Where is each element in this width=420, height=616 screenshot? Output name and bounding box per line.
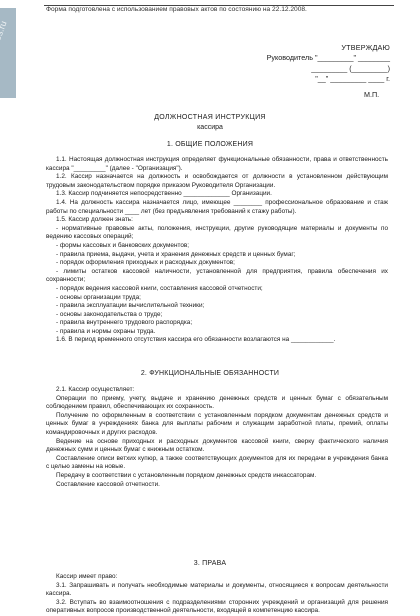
paragraph: Ведение на основе приходных и расходных документов кассовой книги, сверку фактического наличия денежных сумм и ценных бумаг с книжным остатком. (46, 437, 388, 454)
approval-line-date: "__" _________ ____ г. (315, 74, 390, 84)
list-item: - правила приема, выдачи, учета и хранения денежных средств и ценных бумаг; (56, 250, 296, 258)
approval-line-signature: _________ (_________) (311, 63, 390, 73)
paragraph: 2.1. Кассир осуществляет: (56, 386, 135, 393)
paragraph: Передачу в соответствии с установленным порядком денежных средств инкассаторам. (56, 471, 317, 479)
seal-mark: М.П. (364, 90, 380, 99)
paragraph: 1.1. Настоящая должностная инструкция определяет функциональные обязанности, права и ответственность кассира "_________" (далее - "Организация"). (46, 156, 388, 172)
list-item: - основы организации труда; (56, 293, 141, 301)
section-title-duties: 2. ФУНКЦИОНАЛЬНЫЕ ОБЯЗАННОСТИ (140, 370, 280, 377)
paragraph: Составление кассовой отчетности. (56, 480, 160, 488)
paragraph: 1.6. В период временного отсутствия кассира его обязанности возлагаются на ____________. (56, 336, 336, 344)
list-item: - лимиты остатков кассовой наличности, установленной для предприятия, правила обеспечения их сохранности; (46, 267, 388, 284)
paragraph: Кассир имеет право: (56, 573, 118, 580)
list-item: - основы законодательства о труде; (56, 310, 163, 318)
section-title-rights: 3. ПРАВА (193, 560, 227, 567)
section-title-general: 1. ОБЩИЕ ПОЛОЖЕНИЯ (166, 141, 254, 148)
paragraph: 1.2. Кассир назначается на должность и освобождается от должности в установленном действующим трудовым законодательством порядке приказом Руководителя Организации. (46, 173, 388, 189)
list-item: - нормативные правовые акты, положения, инструкции, другие руководящие материалы и документы по ведению кассовых операций; (46, 224, 388, 241)
approval-heading: УТВЕРЖДАЮ (341, 43, 390, 52)
paragraph: 3.1. Запрашивать и получать необходимые материалы и документы, относящиеся к вопросам деятельности кассира. (46, 581, 388, 598)
document-title: ДОЛЖНОСТНАЯ ИНСТРУКЦИЯ (154, 114, 266, 121)
document-subtitle: кассира (197, 124, 223, 131)
paragraph: 1.3. Кассир подчиняется непосредственно _____________ Организации. (56, 190, 272, 198)
list-item: - порядок оформления приходных и расходных документов; (56, 259, 235, 267)
paragraph: 1.5. Кассир должен знать: (56, 216, 133, 224)
list-item: - формы кассовых и банковских документов; (56, 241, 190, 249)
paragraph: Операции по приему, учету, выдаче и хранению денежных средств и ценных бумаг с обязательным соблюдением правил, обеспечивающих их сохранность. (46, 394, 388, 411)
list-item: - порядок ведения кассовой книги, составления кассовой отчетности; (56, 284, 263, 292)
section-body-rights (46, 573, 388, 616)
section-body-general (46, 156, 388, 345)
list-item: - правила внутреннего трудового распорядка; (56, 319, 193, 327)
approval-block (267, 43, 390, 85)
paragraph: Получение по оформленным в соответствии с установленным порядком документам денежных средств и ценных бумаг в учреждениях банка для выплаты рабочим и служащим заработной платы, премий, оплаты командировочных и других расходов. (46, 411, 388, 436)
list-item: - правила и нормы охраны труда. (56, 327, 156, 335)
paragraph: 1.4. На должность кассира назначается лицо, имеющее ________ профессиональное образование и стаж работы по специальности ____ лет (без предъявления требований к стажу работы). (46, 198, 388, 215)
paragraph: Составление описи ветхих купюр, а также соответствующих документов для их передачи в учреждения банка с целью замены на новые. (46, 454, 388, 471)
list-item: - правила эксплуатации вычислительной техники; (56, 302, 205, 310)
paragraph: 3.2. Вступать во взаимоотношения с подразделениями сторонних учреждений и организаций для решения оперативных вопросов производственной деятельности, входящей в компетенцию кассира. (46, 598, 388, 615)
section-body-duties (46, 386, 388, 489)
header-note: Форма подготовлена с использованием правовых актов по состоянию на 22.12.2008. (46, 6, 307, 13)
approval-line-head: Руководитель "_________" ________ (266, 53, 390, 63)
